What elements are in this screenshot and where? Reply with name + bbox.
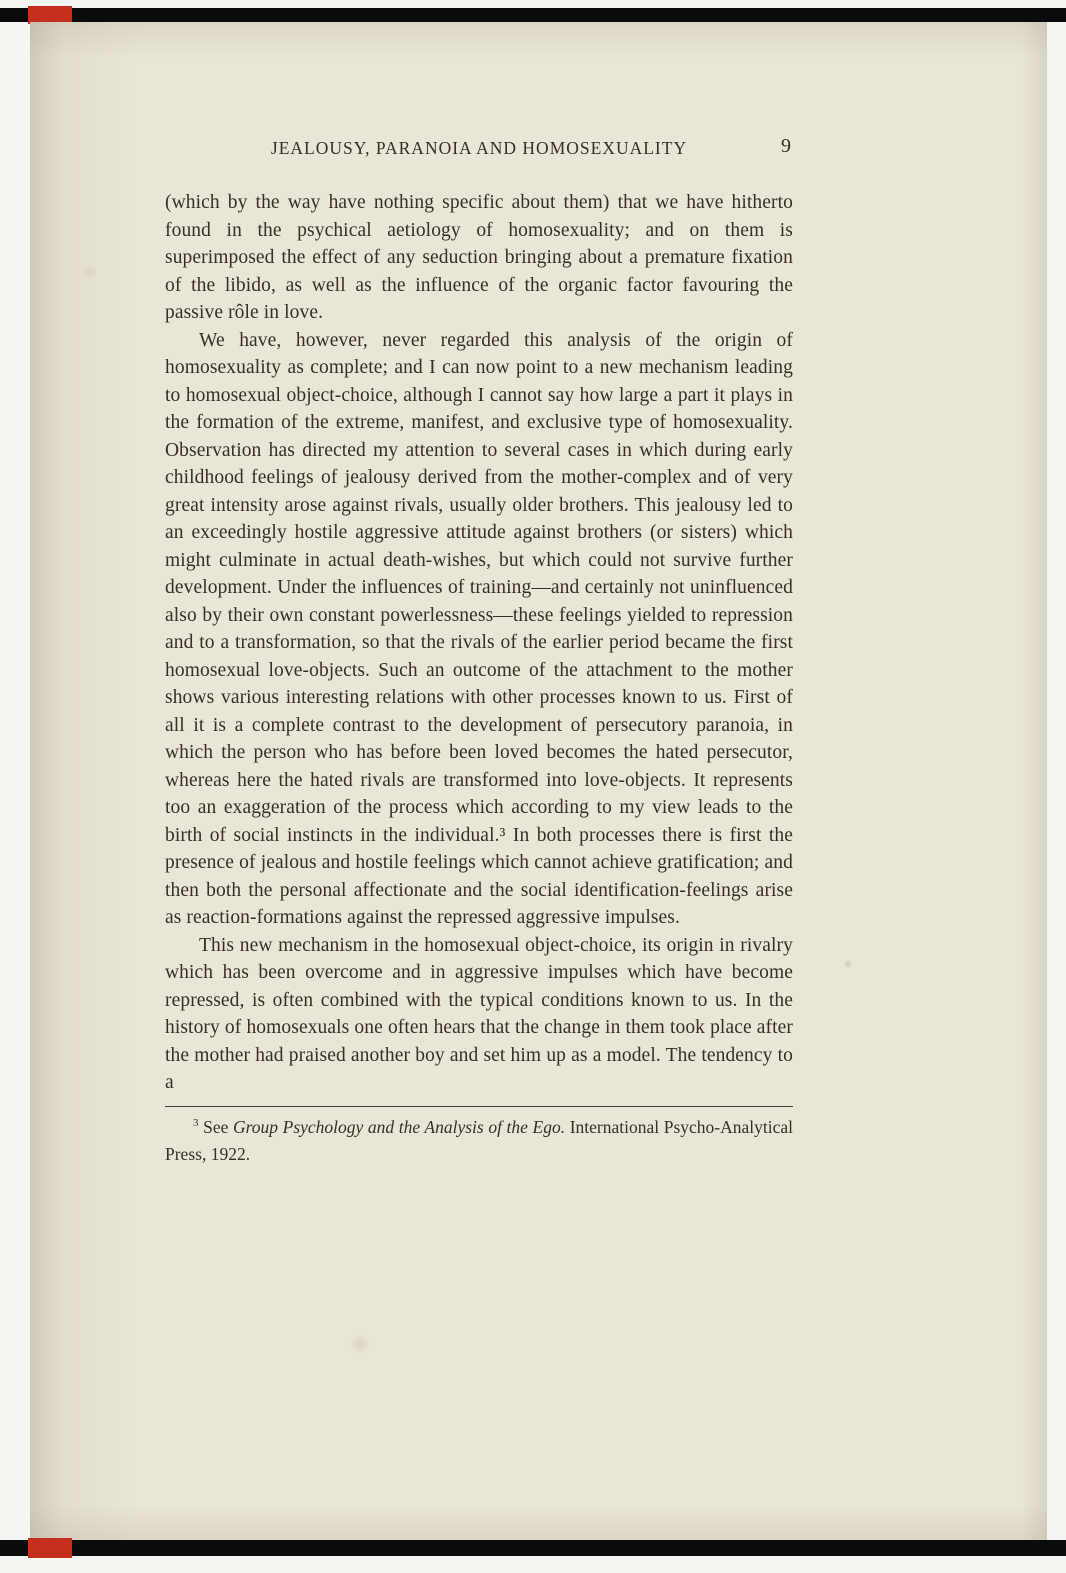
red-corner-mark-bottom: [28, 1538, 72, 1558]
footnote-separator-rule: [165, 1106, 793, 1107]
paragraph-continuation: (which by the way have nothing specific about them) that we have hitherto found in the psychical aetiology of homosexuality; and on them is superimposed the effect of any seduction bringing about a premature fixation of the libido, as well as the influence of the organic factor favouring the passive rôle in love.: [165, 192, 793, 323]
running-header: [165, 135, 793, 159]
paragraph: This new mechanism in the homosexual object-choice, its origin in rivalry which has been overcome and in aggressive impulses which have become repressed, is often combined with the typical conditions known to us. In the history of homosexuals one often hears that the change in them took place after the mother had praised another boy and set him up as a model. The tendency to a: [165, 934, 793, 1093]
footnote-marker: 3: [193, 1116, 199, 1129]
book-page: [30, 22, 1047, 1540]
footnote-book-title: Group Psychology and the Analysis of the Ego.: [232, 1116, 566, 1137]
running-header-title: JEALOUSY, PARANOIA AND HOMOSEXUALITY: [270, 138, 688, 158]
footnote-text-before: See: [198, 1116, 233, 1137]
paragraph: We have, however, never regarded this analysis of the origin of homosexuality as complete; and I can now point to a new mechanism leading to homosexual object-choice, although I cannot say how large a part it plays in the formation of the extreme, manifest, and exclusive type of homosexuality. Observation has directed my attention to several cases in which during early childhood feelings of jealousy derived from the mother-complex and of very great intensity arose against rivals, usually older brothers. This jealousy led to an exceedingly hostile aggressive attitude against brothers (or sisters) which might culminate in actual death-wishes, but which could not survive further development. Under the influences of training—and certainly not uninfluenced also by their own constant powerlessness—these feelings yielded to repression and to a transformation, so that the rivals of the earlier period became the first homosexual love-objects. Such an outcome of the attachment to the mother shows various interesting relations with other processes known to us. First of all it is a complete contrast to the development of persecutory paranoia, in which the person who has before been loved becomes the hated persecutor, whereas here the hated rivals are transformed into love-objects. It represents too an exaggeration of the process which according to my view leads to the birth of social instincts in the individual.³ In both processes there is first the presence of jealous and hostile feelings which cannot achieve gratification; and then both the personal affectionate and the social identification-feelings arise as reaction-formations against the repressed aggressive impulses.: [165, 329, 793, 928]
footnote-text-after: International Psycho-Analytical Press, 1922.: [165, 1116, 793, 1164]
scan-edge-bottom: [0, 1540, 1066, 1556]
footnote: [165, 1114, 793, 1168]
scan-edge-top: [0, 8, 1066, 22]
page-number: 9: [781, 135, 791, 157]
text-column: [165, 135, 793, 1168]
